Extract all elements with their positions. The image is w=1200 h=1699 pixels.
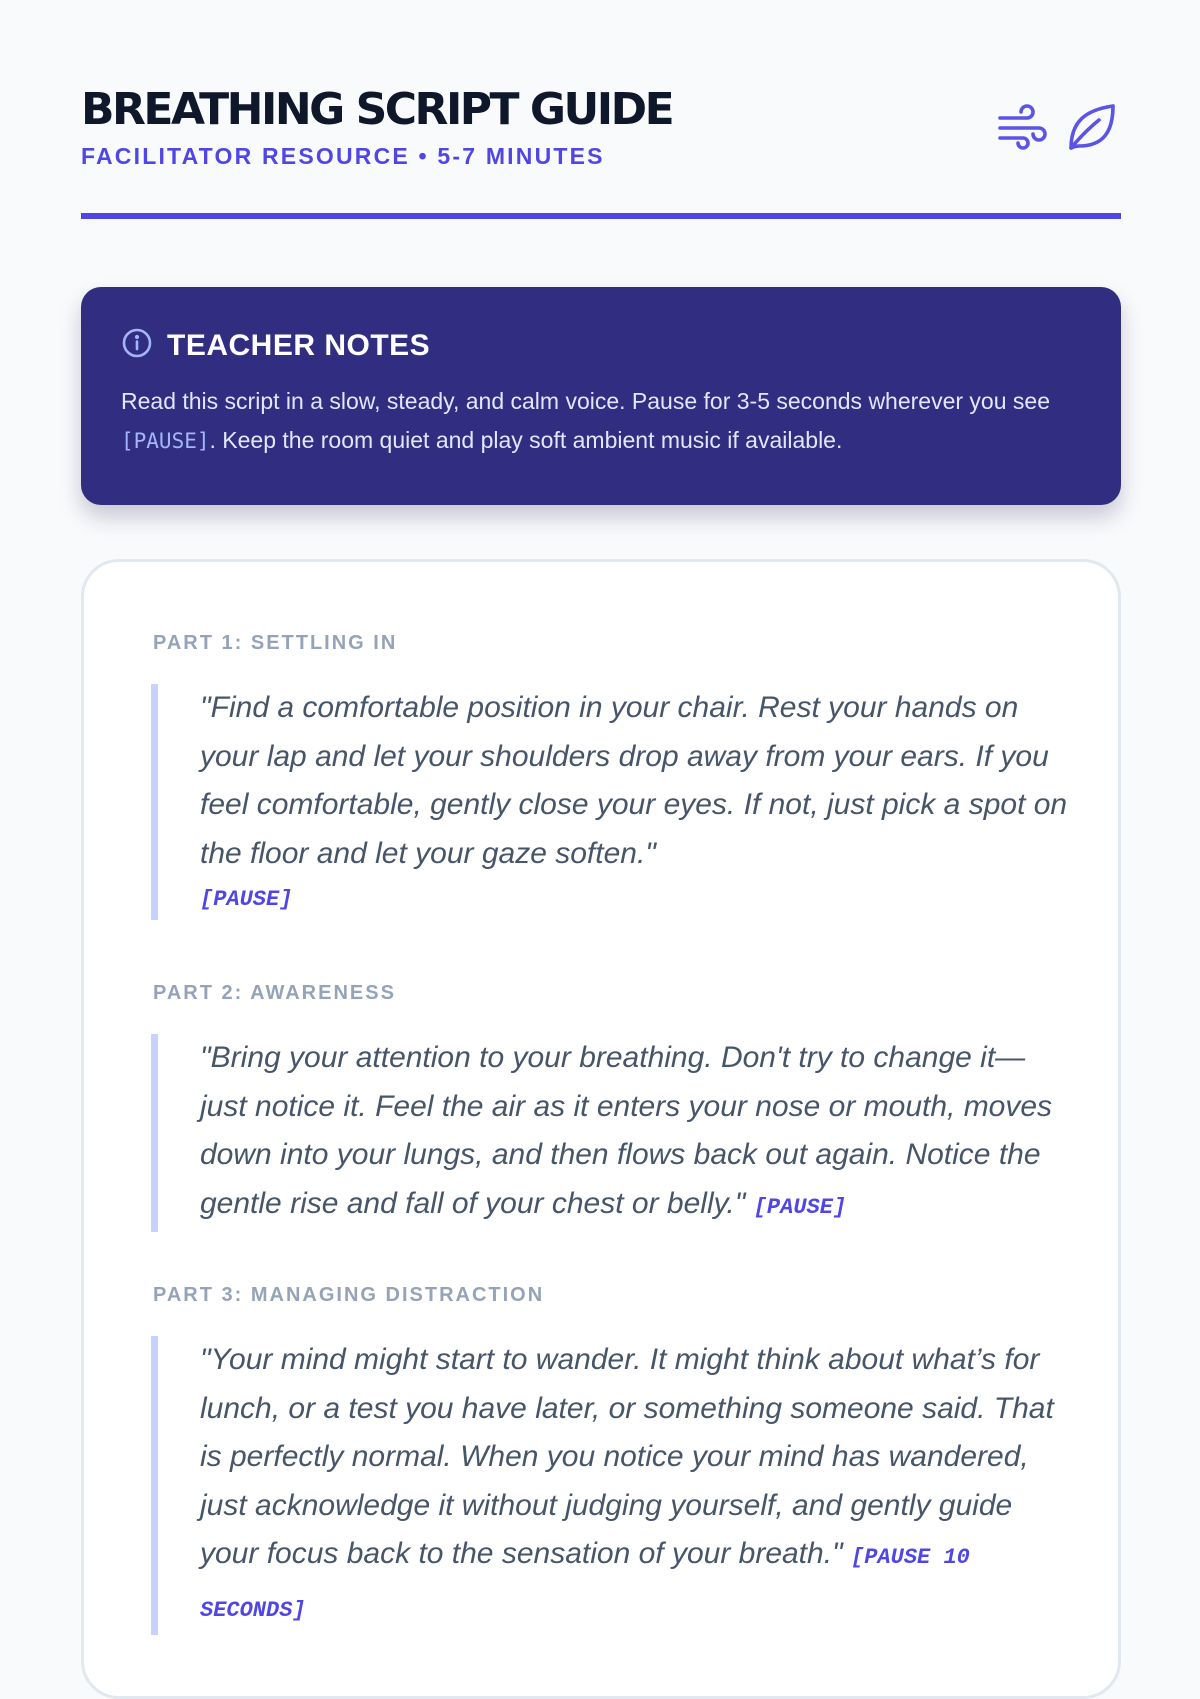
part-3-label: PART 3: MANAGING DISTRACTION [153,1284,545,1306]
part-1-text: "Find a comfortable position in your chair. Rest your hands on your lap and let your shoulders drop away from your ears. If you feel comfortable, gently close your eyes. If not, just pick a spot on the floor and let your gaze soften." [200,691,1068,870]
part-2-text: "Bring your attention to your breathing. Don't try to change it—just notice it. Feel the air as it enters your nose or mouth, moves down into your lungs, and then flows back out again. Notice the gentle rise and fall of your chest or belly." [200,1041,1053,1220]
header-icons [997,102,1117,152]
script-card [81,559,1121,1699]
teacher-notes-box [81,287,1121,505]
wind-icon [997,105,1049,149]
header-divider [81,213,1121,219]
part-2-label: PART 2: AWARENESS [153,982,396,1004]
teacher-notes-text-end: . Keep the room quiet and play soft ambient music if available. [209,427,843,453]
part-1-label: PART 1: SETTLING IN [153,632,398,654]
info-icon [121,327,153,364]
page-subtitle: FACILITATOR RESOURCE • 5-7 MINUTES [81,143,605,169]
teacher-notes-title: TEACHER NOTES [167,328,431,362]
teacher-notes-header [121,327,1081,364]
teacher-notes-text [121,382,1081,461]
leaf-icon [1065,102,1117,152]
page-title: BREATHING SCRIPT GUIDE [81,84,673,135]
part-3-pause: [PAUSE 10 SECONDS] [200,1545,970,1623]
pause-marker-example: [PAUSE] [121,429,210,453]
part-1-quote [151,684,1071,920]
part-1-pause: [PAUSE] [200,887,293,912]
part-2-quote [151,1034,1071,1232]
teacher-notes-text-start: Read this script in a slow, steady, and calm voice. Pause for 3-5 seconds wherever you see [121,388,1050,414]
part-3-text: "Your mind might start to wander. It might think about what’s for lunch, or a test you have later, or something someone said. That is perfectly normal. When you notice your mind has wandered, just acknowledge it without judging yourself, and gently guide your focus back to the sensation of your breath." [200,1343,1054,1570]
part-3-quote [151,1336,1071,1635]
page-header [81,84,1121,170]
part-2-pause: [PAUSE] [753,1194,847,1220]
